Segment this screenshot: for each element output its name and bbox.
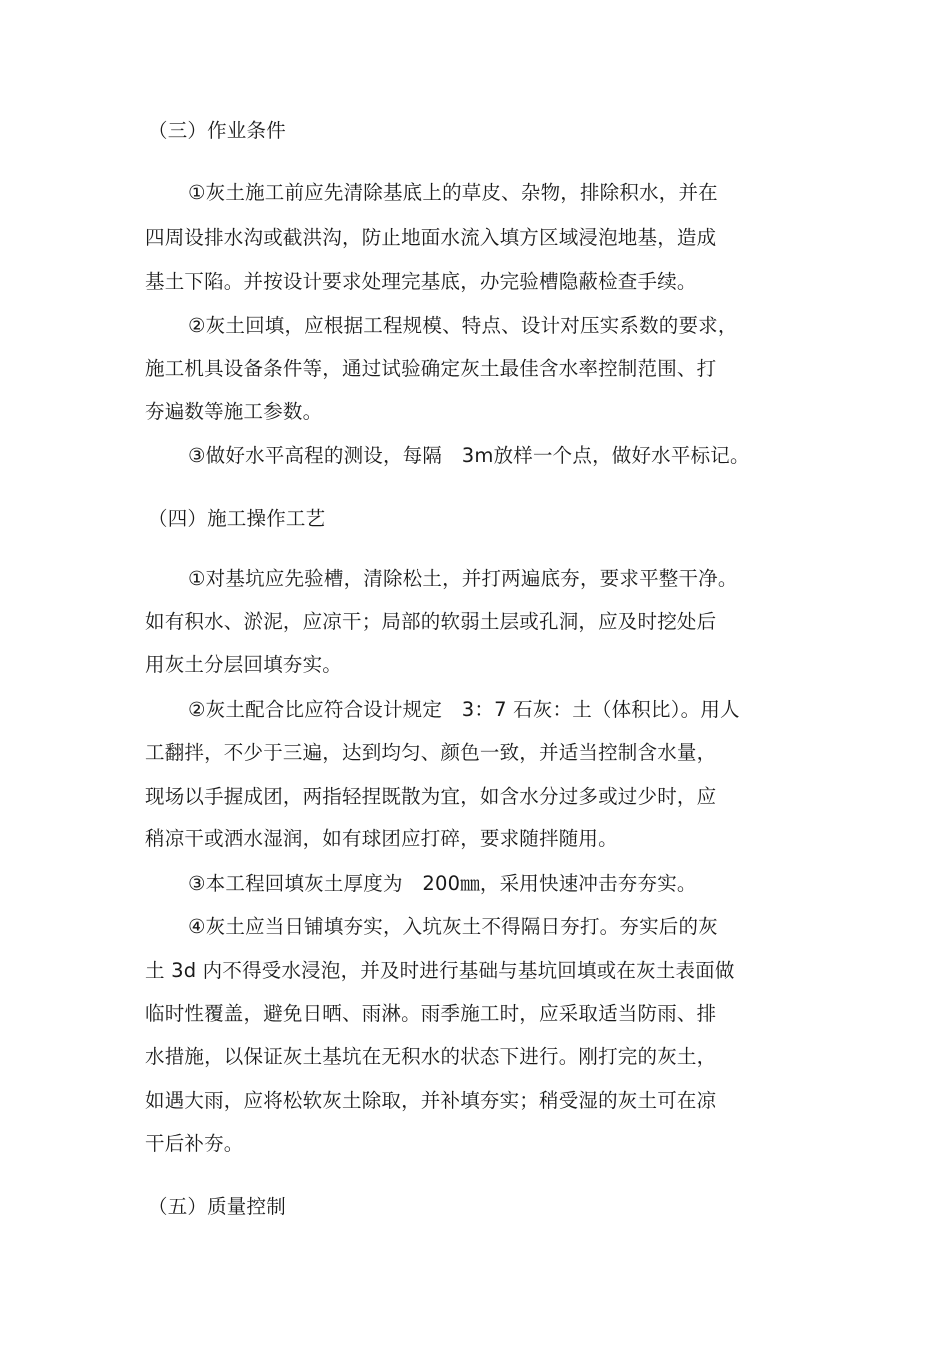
paragraph-line: ③做好水平高程的测设，每隔 3m放样一个点，做好水平标记。: [188, 444, 750, 467]
paragraph-line: 施工机具设备条件等，通过试验确定灰土最佳含水率控制范围、打: [145, 357, 717, 380]
paragraph-line: 临时性覆盖，避免日晒、雨淋。雨季施工时，应采取适当防雨、排: [145, 1002, 717, 1025]
paragraph-line: 用灰土分层回填夯实。: [145, 653, 343, 676]
paragraph-line: ④灰土应当日铺填夯实，入坑灰土不得隔日夯打。夯实后的灰: [188, 915, 718, 938]
section-heading-4: （四）施工操作工艺: [148, 507, 326, 530]
paragraph-line: ③本工程回填灰土厚度为 200㎜，采用快速冲击夯夯实。: [188, 872, 697, 895]
section-heading-5: （五）质量控制: [148, 1195, 286, 1218]
paragraph-line: 工翻拌，不少于三遍，达到均匀、颜色一致，并适当控制含水量，: [145, 741, 717, 764]
paragraph-line: ②灰土配合比应符合设计规定 3：7 石灰：土（体积比）。用人: [188, 698, 740, 721]
paragraph-line: 干后补夯。: [145, 1132, 244, 1155]
paragraph-line: 现场以手握成团，两指轻捏既散为宜，如含水分过多或过少时，应: [145, 785, 717, 808]
paragraph-line: 水措施，以保证灰土基坑在无积水的状态下进行。刚打完的灰土，: [145, 1045, 717, 1068]
paragraph-line: ①灰土施工前应先清除基底上的草皮、杂物，排除积水，并在: [188, 181, 718, 204]
paragraph-line: ②灰土回填，应根据工程规模、特点、设计对压实系数的要求，: [188, 314, 738, 337]
paragraph-line: 土 3d 内不得受水浸泡，并及时进行基础与基坑回填或在灰土表面做: [145, 959, 735, 982]
paragraph-line: 如有积水、淤泥，应凉干；局部的软弱土层或孔洞，应及时挖处后: [145, 610, 717, 633]
paragraph-line: 基土下陷。并按设计要求处理完基底，办完验槽隐蔽检查手续。: [145, 270, 697, 293]
paragraph-line: 夯遍数等施工参数。: [145, 400, 323, 423]
paragraph-line: 稍凉干或洒水湿润，如有球团应打碎，要求随拌随用。: [145, 827, 618, 850]
paragraph-line: ①对基坑应先验槽，清除松土，并打两遍底夯，要求平整干净。: [188, 567, 738, 590]
section-heading-3: （三）作业条件: [148, 119, 286, 142]
paragraph-line: 如遇大雨，应将松软灰土除取，并补填夯实；稍受湿的灰土可在凉: [145, 1089, 717, 1112]
paragraph-line: 四周设排水沟或截洪沟，防止地面水流入填方区域浸泡地基，造成: [145, 226, 717, 249]
